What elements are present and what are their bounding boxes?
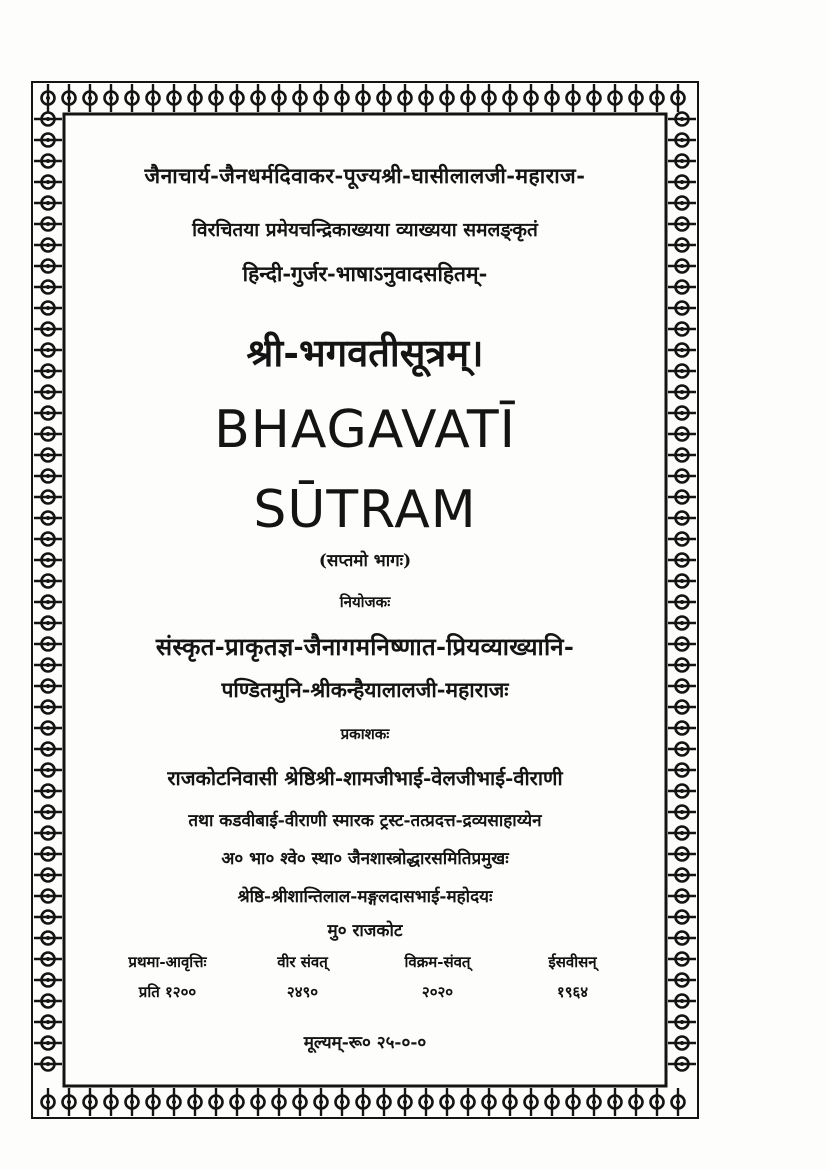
border-ornament	[378, 84, 391, 112]
border-ornament	[273, 84, 286, 112]
border-ornament	[672, 1088, 685, 1116]
border-ornament	[273, 1088, 286, 1116]
border-ornament	[668, 680, 696, 693]
border-ornament	[441, 84, 454, 112]
border-ornament	[34, 197, 62, 210]
commentary-line: विरचितया प्रमेयचन्द्रिकाख्यया व्याख्यया समलङ्कृतं	[192, 219, 538, 241]
border-ornament	[399, 84, 412, 112]
border-ornament	[34, 365, 62, 378]
border-ornament	[668, 260, 696, 273]
title-page-content	[70, 118, 660, 1088]
border-ornament	[34, 344, 62, 357]
border-ornament	[668, 470, 696, 483]
border-ornament	[34, 512, 62, 525]
border-ornament	[63, 1088, 76, 1116]
border-ornament	[668, 302, 696, 315]
border-ornament	[668, 659, 696, 672]
border-ornament	[668, 743, 696, 756]
border-ornament	[336, 84, 349, 112]
border-ornament	[378, 1088, 391, 1116]
border-ornament	[34, 449, 62, 462]
border-ornament	[668, 911, 696, 924]
border-ornament	[668, 596, 696, 609]
edition-header-vikram-samvat: विक्रम-संवत्	[404, 953, 471, 971]
compiler-line-2: पण्डितमुनि-श्रीकन्हैयालालजी-महाराजः	[221, 677, 509, 702]
border-ornament	[105, 84, 118, 112]
border-ornament	[34, 533, 62, 546]
border-ornament	[294, 84, 307, 112]
border-ornament	[668, 113, 696, 126]
border-ornament	[34, 638, 62, 651]
border-ornament	[483, 84, 496, 112]
border-ornament	[668, 848, 696, 861]
border-ornament	[567, 84, 580, 112]
border-ornament	[630, 84, 643, 112]
border-ornament	[34, 575, 62, 588]
border-ornament	[525, 1088, 538, 1116]
border-ornament	[34, 911, 62, 924]
edition-value-ad-year: १९६४	[556, 983, 589, 1001]
border-ornament	[34, 176, 62, 189]
border-ornament	[668, 428, 696, 441]
border-ornament	[34, 239, 62, 252]
border-ornament	[34, 659, 62, 672]
publisher-place: मु० राजकोट	[327, 921, 403, 941]
border-ornament	[34, 428, 62, 441]
border-ornament	[34, 323, 62, 336]
border-ornament	[210, 1088, 223, 1116]
compiler-line-1: संस्कृत-प्राकृतज्ञ-जैनागमनिष्णात-प्रियव्याख्यानि-	[155, 632, 575, 661]
border-ornament	[294, 1088, 307, 1116]
border-ornament	[189, 1088, 202, 1116]
border-ornament	[34, 806, 62, 819]
border-ornament	[668, 722, 696, 735]
border-ornament	[668, 344, 696, 357]
border-ornament	[668, 407, 696, 420]
border-ornament	[668, 764, 696, 777]
border-ornament	[34, 722, 62, 735]
border-ornament	[105, 1088, 118, 1116]
border-ornament	[567, 1088, 580, 1116]
border-ornament	[609, 1088, 622, 1116]
border-ornament	[668, 617, 696, 630]
border-ornament	[420, 1088, 433, 1116]
price-line: मूल्यम्-रू० २५-०-०	[303, 1033, 427, 1053]
border-ornament	[668, 869, 696, 882]
border-ornament	[147, 1088, 160, 1116]
edition-value-vira-samvat: २४९०	[286, 983, 319, 1001]
publisher-line-1: राजकोटनिवासी श्रेष्ठिश्री-शामजीभाई-वेलजीभाई-वीराणी	[167, 766, 563, 790]
border-ornament	[668, 365, 696, 378]
border-ornament	[668, 995, 696, 1008]
border-ornament	[252, 84, 265, 112]
border-ornament	[34, 218, 62, 231]
book-title-english-line1: BHAGAVATĪ	[214, 400, 516, 460]
border-ornament	[668, 785, 696, 798]
border-ornament	[34, 1016, 62, 1029]
border-ornament	[441, 1088, 454, 1116]
border-ornament	[34, 470, 62, 483]
border-ornament	[668, 449, 696, 462]
border-ornament	[42, 1088, 55, 1116]
border-ornament	[672, 84, 685, 112]
edition-header-vira-samvat: वीर संवत्	[277, 953, 328, 971]
border-ornament	[34, 302, 62, 315]
volume-label: (सप्तमो भागः)	[318, 551, 412, 571]
border-ornament	[34, 869, 62, 882]
border-ornament	[34, 617, 62, 630]
border-ornament	[483, 1088, 496, 1116]
border-ornament	[231, 84, 244, 112]
publisher-label: प्रकाशकः	[340, 725, 390, 743]
publisher-line-2: तथा कडवीबाई-वीराणी स्मारक ट्रस्ट-तत्प्रदत्त-द्रव्यसाहाय्येन	[188, 811, 542, 831]
border-ornament	[42, 84, 55, 112]
border-ornament	[34, 155, 62, 168]
border-ornament	[668, 218, 696, 231]
border-ornament	[668, 197, 696, 210]
border-ornament	[34, 260, 62, 273]
border-ornament	[668, 638, 696, 651]
border-ornament	[668, 1016, 696, 1029]
border-ornament	[63, 84, 76, 112]
border-ornament	[504, 1088, 517, 1116]
border-ornament	[668, 512, 696, 525]
border-ornament	[668, 533, 696, 546]
border-ornament	[588, 84, 601, 112]
border-ornament	[668, 806, 696, 819]
book-title-devanagari: श्री-भगवतीसूत्रम्।	[246, 330, 484, 375]
border-ornament	[252, 1088, 265, 1116]
border-ornament	[668, 932, 696, 945]
border-ornament	[315, 1088, 328, 1116]
border-ornament	[34, 974, 62, 987]
border-ornament	[546, 84, 559, 112]
border-ornament	[668, 134, 696, 147]
border-ornament	[668, 239, 696, 252]
border-ornament	[462, 84, 475, 112]
border-ornament	[34, 764, 62, 777]
border-ornament	[189, 84, 202, 112]
border-ornament	[357, 1088, 370, 1116]
border-ornament	[34, 1058, 62, 1071]
border-ornament	[588, 1088, 601, 1116]
border-ornament	[668, 176, 696, 189]
border-ornament	[668, 323, 696, 336]
book-title-english-line2: SŪTRAM	[253, 480, 477, 540]
border-ornament	[34, 113, 62, 126]
border-ornament	[34, 701, 62, 714]
border-ornament	[34, 134, 62, 147]
border-ornament	[231, 1088, 244, 1116]
border-ornament	[34, 743, 62, 756]
border-ornament	[399, 1088, 412, 1116]
border-ornament	[34, 785, 62, 798]
border-ornament	[420, 84, 433, 112]
border-ornament	[34, 680, 62, 693]
border-ornament	[34, 281, 62, 294]
border-ornament	[336, 1088, 349, 1116]
border-ornament	[84, 1088, 97, 1116]
border-ornament	[34, 848, 62, 861]
edition-header-ad-year: ईसवीसन्	[548, 953, 597, 971]
border-ornament	[668, 575, 696, 588]
border-ornament	[668, 701, 696, 714]
border-ornament	[84, 84, 97, 112]
border-ornament	[210, 84, 223, 112]
edition-value-vikram-samvat: २०२०	[421, 983, 454, 1001]
border-ornament	[651, 84, 664, 112]
border-ornament	[34, 491, 62, 504]
border-ornament	[651, 1088, 664, 1116]
border-ornament	[504, 84, 517, 112]
border-ornament	[668, 386, 696, 399]
border-ornament	[168, 1088, 181, 1116]
border-ornament	[668, 554, 696, 567]
border-ornament	[34, 554, 62, 567]
compiler-label: नियोजकः	[339, 593, 391, 611]
border-ornament	[668, 1058, 696, 1071]
border-ornament	[126, 84, 139, 112]
border-ornament	[668, 281, 696, 294]
border-ornament	[668, 1037, 696, 1050]
translation-line: हिन्दी-गुर्जर-भाषाऽनुवादसहितम्-	[242, 261, 488, 286]
border-ornament	[34, 1037, 62, 1050]
border-ornament	[668, 491, 696, 504]
publisher-line-3: अ० भा० श्वे० स्था० जैनशास्त्रोद्धारसमितिप्रमुखः	[221, 849, 509, 869]
border-ornament	[668, 827, 696, 840]
border-ornament	[126, 1088, 139, 1116]
border-ornament	[34, 995, 62, 1008]
border-ornament	[668, 953, 696, 966]
border-ornament	[168, 84, 181, 112]
border-ornament	[525, 84, 538, 112]
border-ornament	[609, 84, 622, 112]
border-ornament	[34, 932, 62, 945]
author-line: जैनाचार्य-जैनधर्मदिवाकर-पूज्यश्री-घासीलालजी-महाराज-	[144, 163, 586, 188]
border-ornament	[34, 386, 62, 399]
border-ornament	[630, 1088, 643, 1116]
border-ornament	[462, 1088, 475, 1116]
border-ornament	[34, 407, 62, 420]
border-ornament	[34, 953, 62, 966]
publisher-line-4: श्रेष्ठि-श्रीशान्तिलाल-मङ्गलदासभाई-महोदयः	[237, 887, 493, 907]
border-ornament	[668, 890, 696, 903]
border-ornament	[315, 84, 328, 112]
border-ornament	[34, 890, 62, 903]
border-ornament	[668, 155, 696, 168]
border-ornament	[34, 596, 62, 609]
border-ornament	[147, 84, 160, 112]
border-ornament	[34, 827, 62, 840]
border-ornament	[546, 1088, 559, 1116]
edition-value-copies: प्रति १२००	[138, 983, 197, 1001]
border-ornament	[668, 974, 696, 987]
edition-table	[100, 952, 640, 1002]
border-ornament	[357, 84, 370, 112]
edition-header-first: प्रथमा-आवृत्तिः	[128, 953, 207, 971]
